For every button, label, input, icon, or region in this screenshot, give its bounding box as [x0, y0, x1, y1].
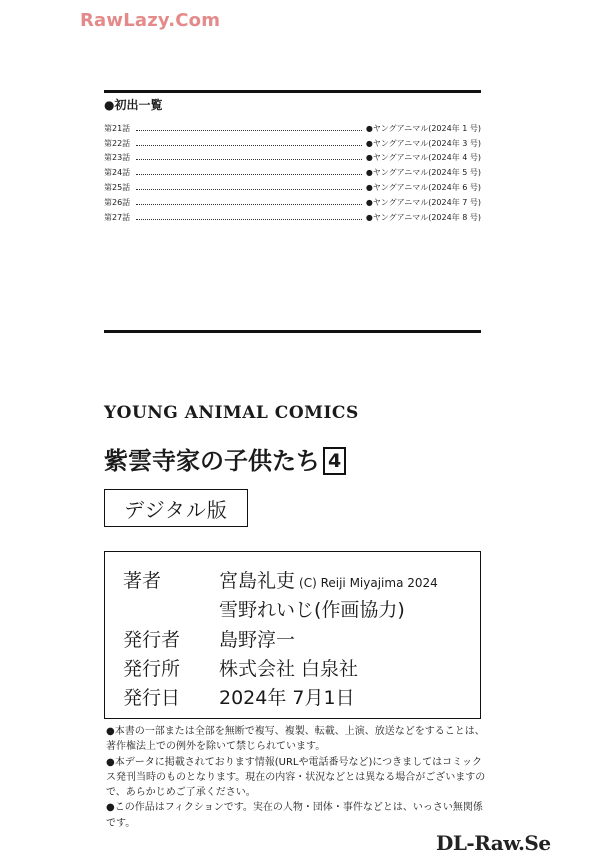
list-item	[104, 151, 481, 166]
collaborator-name: 雪野れいじ(作画協力)	[219, 599, 405, 621]
date-label: 発行日	[123, 687, 181, 709]
watermark-top: RawLazy.Com	[80, 10, 221, 31]
chapter-label: 第26話	[104, 197, 131, 207]
first-publication-list	[104, 121, 481, 225]
author-name: 宮島礼吏	[219, 570, 296, 592]
chapter-label: 第21話	[104, 123, 131, 133]
note-data-info: ●本データに掲載されております情報(URLや電話番号など)につきましてはコミックス発刊当時のものとなります。現在の内容・状況などとは異なる場合がございますので、あらかじめご了承ください。	[106, 756, 486, 799]
leader-dots	[136, 130, 362, 131]
magazine-issue: ●ヤングアニマル(2024年 1 号)	[365, 123, 481, 133]
leader-dots	[136, 189, 362, 190]
series-label: YOUNG ANIMAL COMICS	[104, 403, 359, 423]
note-fiction: ●この作品はフィクションです。実在の人物・団体・事件などとは、いっさい無関係です。	[106, 802, 483, 829]
leader-dots	[136, 204, 362, 205]
publisher-company: 株式会社 白泉社	[219, 658, 359, 680]
list-item	[104, 121, 481, 136]
leader-dots	[136, 159, 362, 160]
legal-notes	[106, 724, 486, 831]
magazine-issue: ●ヤングアニマル(2024年 4 号)	[365, 153, 481, 163]
leader-dots	[136, 219, 362, 220]
list-item	[104, 210, 481, 225]
publisher-company-row	[123, 654, 358, 681]
author-row	[123, 566, 438, 593]
note-copyright: ●本書の一部または全部を無断で複写、複製、転載、上演、放送などをすることは、著作権法上での例外を除いて禁じられています。	[106, 726, 485, 753]
publisher-person-label: 発行者	[123, 629, 181, 651]
magazine-issue: ●ヤングアニマル(2024年 3 号)	[365, 138, 481, 148]
publisher-person: 島野淳一	[219, 629, 296, 651]
title-text: 紫雲寺家の子供たち	[104, 447, 320, 475]
edition-label: デジタル版	[104, 489, 248, 527]
publication-date: 2024年 7月1日	[219, 687, 355, 709]
author-label: 著者	[123, 570, 162, 592]
volume-number: 4	[323, 447, 346, 475]
magazine-issue: ●ヤングアニマル(2024年 6 号)	[365, 183, 481, 193]
chapter-label: 第25話	[104, 183, 131, 193]
chapter-label: 第23話	[104, 153, 131, 163]
list-item	[104, 165, 481, 180]
date-row	[123, 683, 355, 710]
first-publication-heading: ●初出一覧	[104, 98, 163, 112]
chapter-label: 第27話	[104, 212, 131, 222]
collaborator-row	[123, 595, 405, 622]
list-item	[104, 180, 481, 195]
chapter-label: 第22話	[104, 138, 131, 148]
book-title	[104, 441, 346, 476]
middle-rule	[104, 330, 481, 333]
publisher-person-row	[123, 625, 295, 652]
leader-dots	[136, 145, 362, 146]
top-rule	[104, 90, 481, 93]
list-item	[104, 136, 481, 151]
leader-dots	[136, 174, 362, 175]
publisher-company-label: 発行所	[123, 658, 181, 680]
magazine-issue: ●ヤングアニマル(2024年 5 号)	[365, 168, 481, 178]
colophon-box	[104, 551, 481, 719]
magazine-issue: ●ヤングアニマル(2024年 8 号)	[365, 212, 481, 222]
magazine-issue: ●ヤングアニマル(2024年 7 号)	[365, 197, 481, 207]
list-item	[104, 195, 481, 210]
watermark-bottom: DL-Raw.Se	[436, 831, 551, 855]
chapter-label: 第24話	[104, 168, 131, 178]
copyright-text: (C) Reiji Miyajima 2024	[299, 576, 438, 590]
